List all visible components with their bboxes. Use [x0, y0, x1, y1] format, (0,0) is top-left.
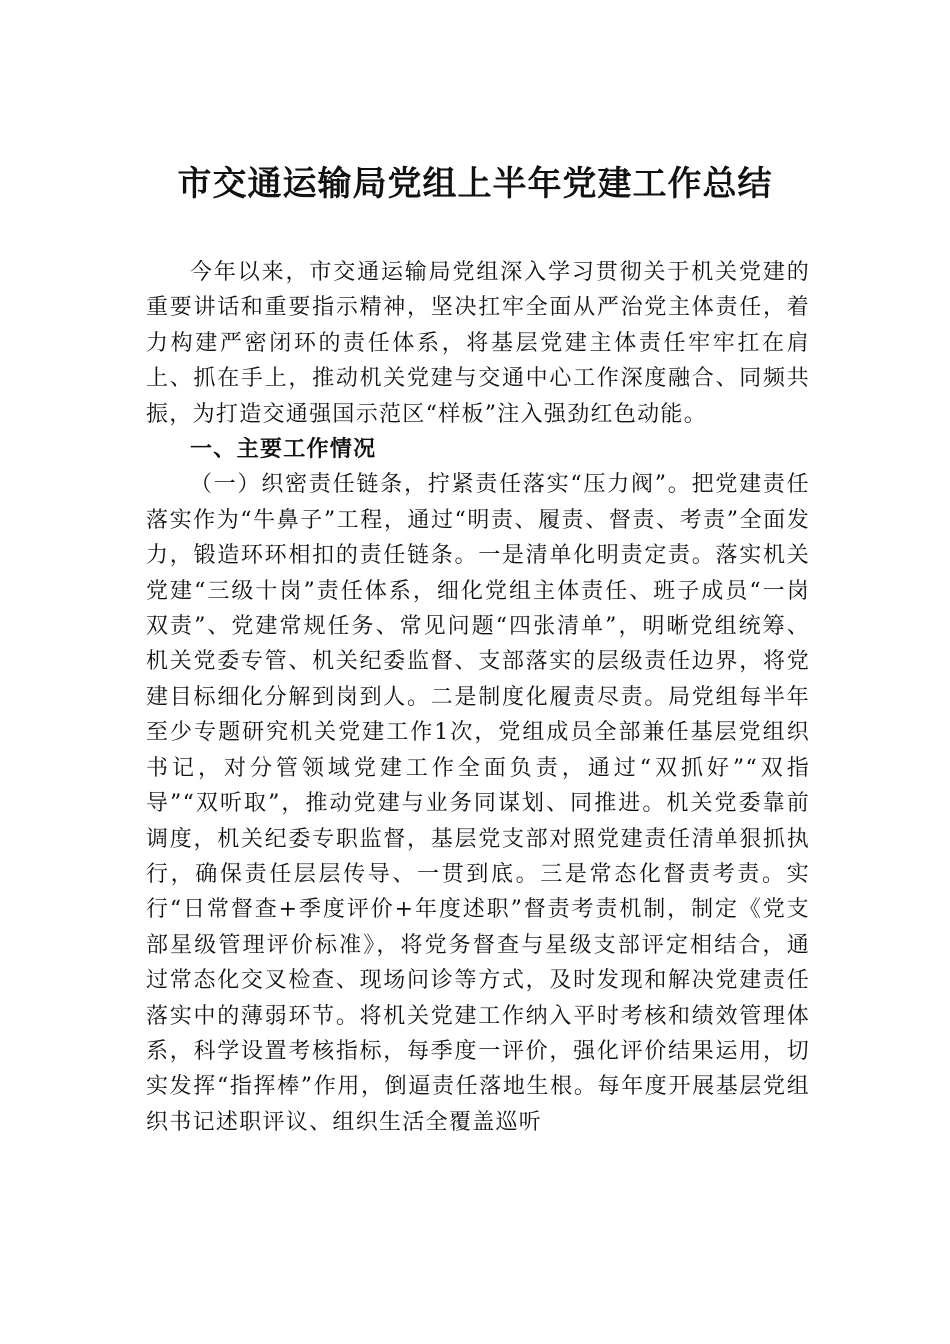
document-title: 市交通运输局党组上半年党建工作总结: [177, 164, 773, 204]
document-body: [146, 255, 810, 1140]
section-heading: 一、主要工作情况: [190, 437, 377, 463]
section-paragraph: （一）织密责任链条，拧紧责任落实“压力阀”。把党建责任落实作为“牛鼻子”工程，通过“明责、履责、督责、考责”全面发力，锻造环环相扣的责任链条。一是清单化明责定责。落实机关党建“三级十岗”责任体系，细化党组主体责任、班子成员“一岗双责”、党建常规任务、常见问题“四张清单”，明晰党组统筹、机关党委专管、机关纪委监督、支部落实的层级责任边界，将党建目标细化分解到岗到人。二是制度化履责尽责。局党组每半年至少专题研究机关党建工作1次，党组成员全部兼任基层党组织书记，对分管领域党建工作全面负责，通过“双抓好”“双指导”“双听取”，推动党建与业务同谋划、同推进。机关党委靠前调度，机关纪委专职监督，基层党支部对照党建责任清单狠抓执行，确保责任层层传导、一贯到底。三是常态化督责考责。实行“日常督查+季度评价+年度述职”督责考责机制，制定《党支部星级管理评价标准》，将党务督查与星级支部评定相结合，通过常态化交叉检查、现场问诊等方式，及时发现和解决党建责任落实中的薄弱环节。将机关党建工作纳入平时考核和绩效管理体系，科学设置考核指标，每季度一评价，强化评价结果运用，切实发挥“指挥棒”作用，倒逼责任落地生根。每年度开展基层党组织书记述职评议、组织生活全覆盖巡听: [146, 472, 810, 1135]
intro-paragraph: 今年以来，市交通运输局党组深入学习贯彻关于机关党建的重要讲话和重要指示精神，坚决扛牢全面从严治党主体责任，着力构建严密闭环的责任体系，将基层党建主体责任牢牢扛在肩上、抓在手上，推动机关党建与交通中心工作深度融合、同频共振，为打造交通强国示范区“样板”注入强劲红色动能。: [146, 260, 810, 427]
